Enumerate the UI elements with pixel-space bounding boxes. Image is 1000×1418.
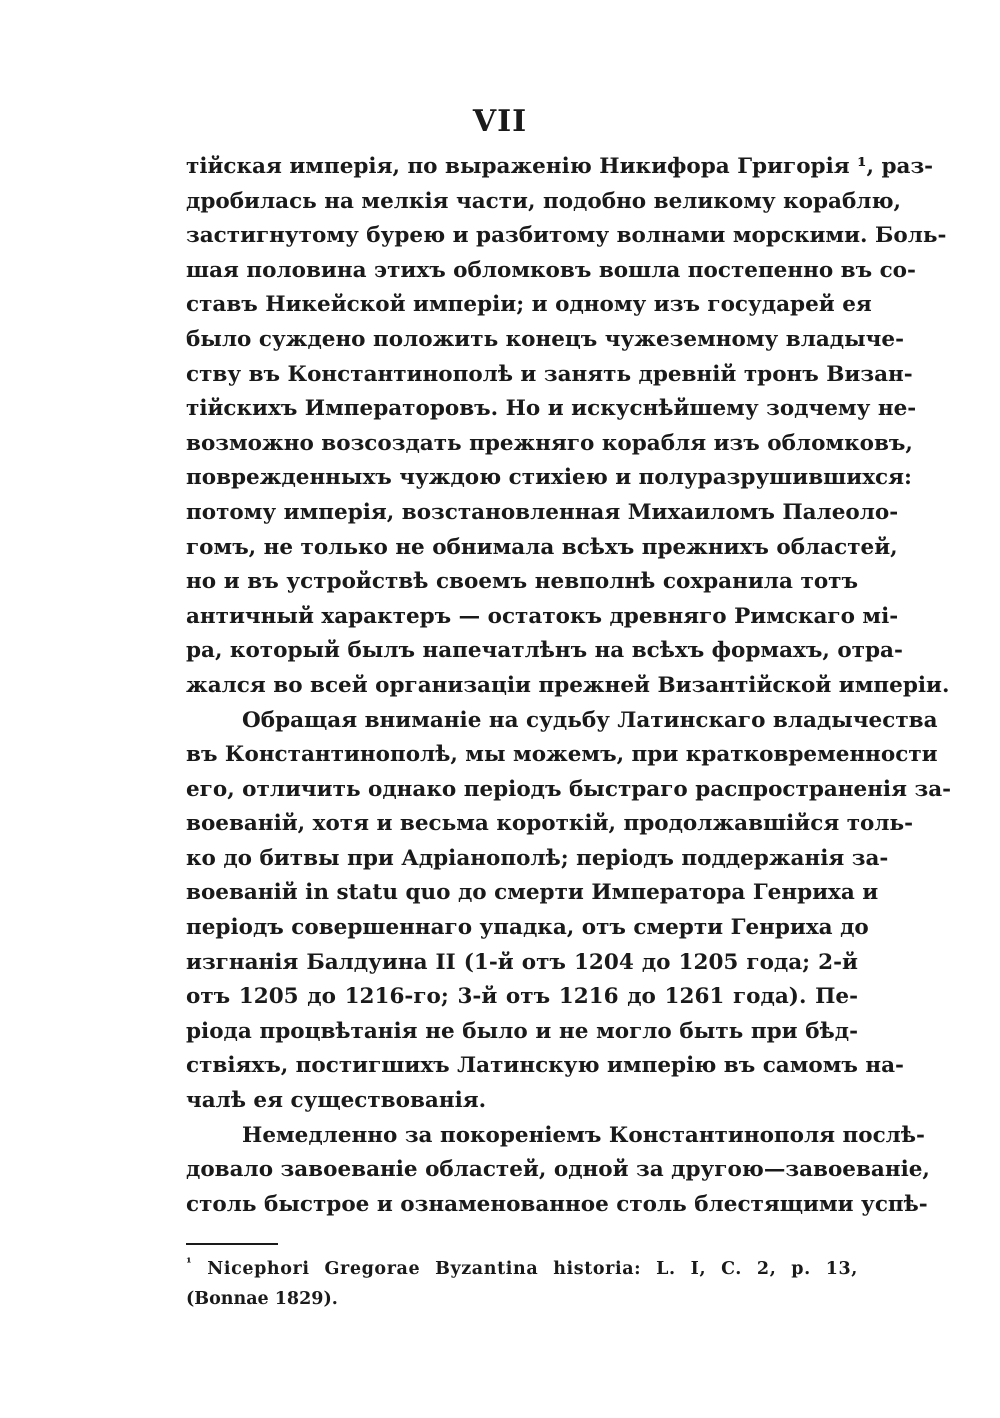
text-line: довало завоеваніе областей, одной за другою—завоеваніе, (186, 1157, 930, 1183)
footnote-line: (Bonnae 1829). (186, 1289, 338, 1309)
text-line: возможно возсоздать прежняго корабля изъ обломковъ, (186, 430, 913, 456)
footnote-citation: Nicephori Gregorae Byzantina historia: L. I, C. 2, p. 13, (207, 1259, 859, 1279)
text-line: чалѣ ея существованія. (186, 1088, 487, 1114)
text-line: воеваній in statu quo до смерти Императора Генриха и (186, 880, 879, 906)
text-line: періодъ совершеннаго упадка, отъ смерти Генриха до (186, 915, 869, 941)
text-line: отъ 1205 до 1216-го; 3-й отъ 1216 до 1261 года). Пе- (186, 984, 858, 1010)
text-line: ріода процвѣтанія не было и не могло быть при бѣд- (186, 1018, 858, 1044)
text-line: столь быстрое и ознаменованное столь блестящими успѣ- (186, 1191, 928, 1217)
text-line: тійская имперія, по выраженію Никифора Григорія ¹, раз- (186, 154, 934, 179)
footnote-rule (186, 1243, 278, 1245)
text-line: Обращая вниманіе на судьбу Латинскаго владычества (242, 707, 938, 733)
text-line: застигнутому бурею и разбитому волнами морскими. Боль- (186, 223, 947, 249)
text-line: ству въ Константинополѣ и занять древній тронъ Визан- (186, 361, 913, 387)
text-line: воеваній, хотя и весьма короткій, продолжавшійся толь- (186, 811, 914, 837)
text-line: шая половина этихъ обломковъ вошла постепенно въ со- (186, 257, 916, 283)
text-line: ра, который былъ напечатлѣнъ на всѣхъ формахъ, отра- (186, 638, 903, 664)
text-line: ко до битвы при Адріанополѣ; періодъ поддержанія за- (186, 845, 889, 871)
text-line: жался во всей организаціи прежней Византійской имперіи. (186, 672, 950, 698)
text-line: античный характеръ — остатокъ древняго Римскаго мі- (186, 603, 899, 629)
footnote-marker: ¹ (186, 1256, 193, 1272)
footnote (186, 1254, 858, 1314)
text-line: потому имперія, возстановленная Михаиломъ Палеоло- (186, 499, 899, 525)
body-text (186, 150, 952, 1222)
text-line: ствіяхъ, постигшихъ Латинскую имперію въ самомъ на- (186, 1053, 904, 1079)
text-line: изгнанія Балдуина II (1-й отъ 1204 до 1205 года; 2-й (186, 949, 858, 975)
text-line: его, отличить однако періодъ быстраго распространенія за- (186, 776, 952, 802)
text-line: поврежденныхъ чуждою стихіею и полуразрушившихся: (186, 465, 912, 491)
page-number: VII (472, 104, 528, 139)
text-line: было суждено положить конецъ чужеземному владыче- (186, 326, 905, 352)
text-line: Немедленно за покореніемъ Константинополя послѣ- (242, 1122, 925, 1148)
text-line: дробилась на мелкія части, подобно великому кораблю, (186, 188, 902, 214)
footnote-line (186, 1254, 858, 1284)
text-line: тійскихъ Императоровъ. Но и искуснѣйшему зодчему не- (186, 396, 917, 422)
text-line: въ Константинополѣ, мы можемъ, при кратковременности (186, 742, 938, 768)
text-line: гомъ, не только не обнимала всѣхъ прежнихъ областей, (186, 534, 898, 560)
text-line: ставъ Никейской имперіи; и одному изъ государей ея (186, 292, 872, 318)
text-line: но и въ устройствѣ своемъ невполнѣ сохранила тотъ (186, 569, 858, 595)
